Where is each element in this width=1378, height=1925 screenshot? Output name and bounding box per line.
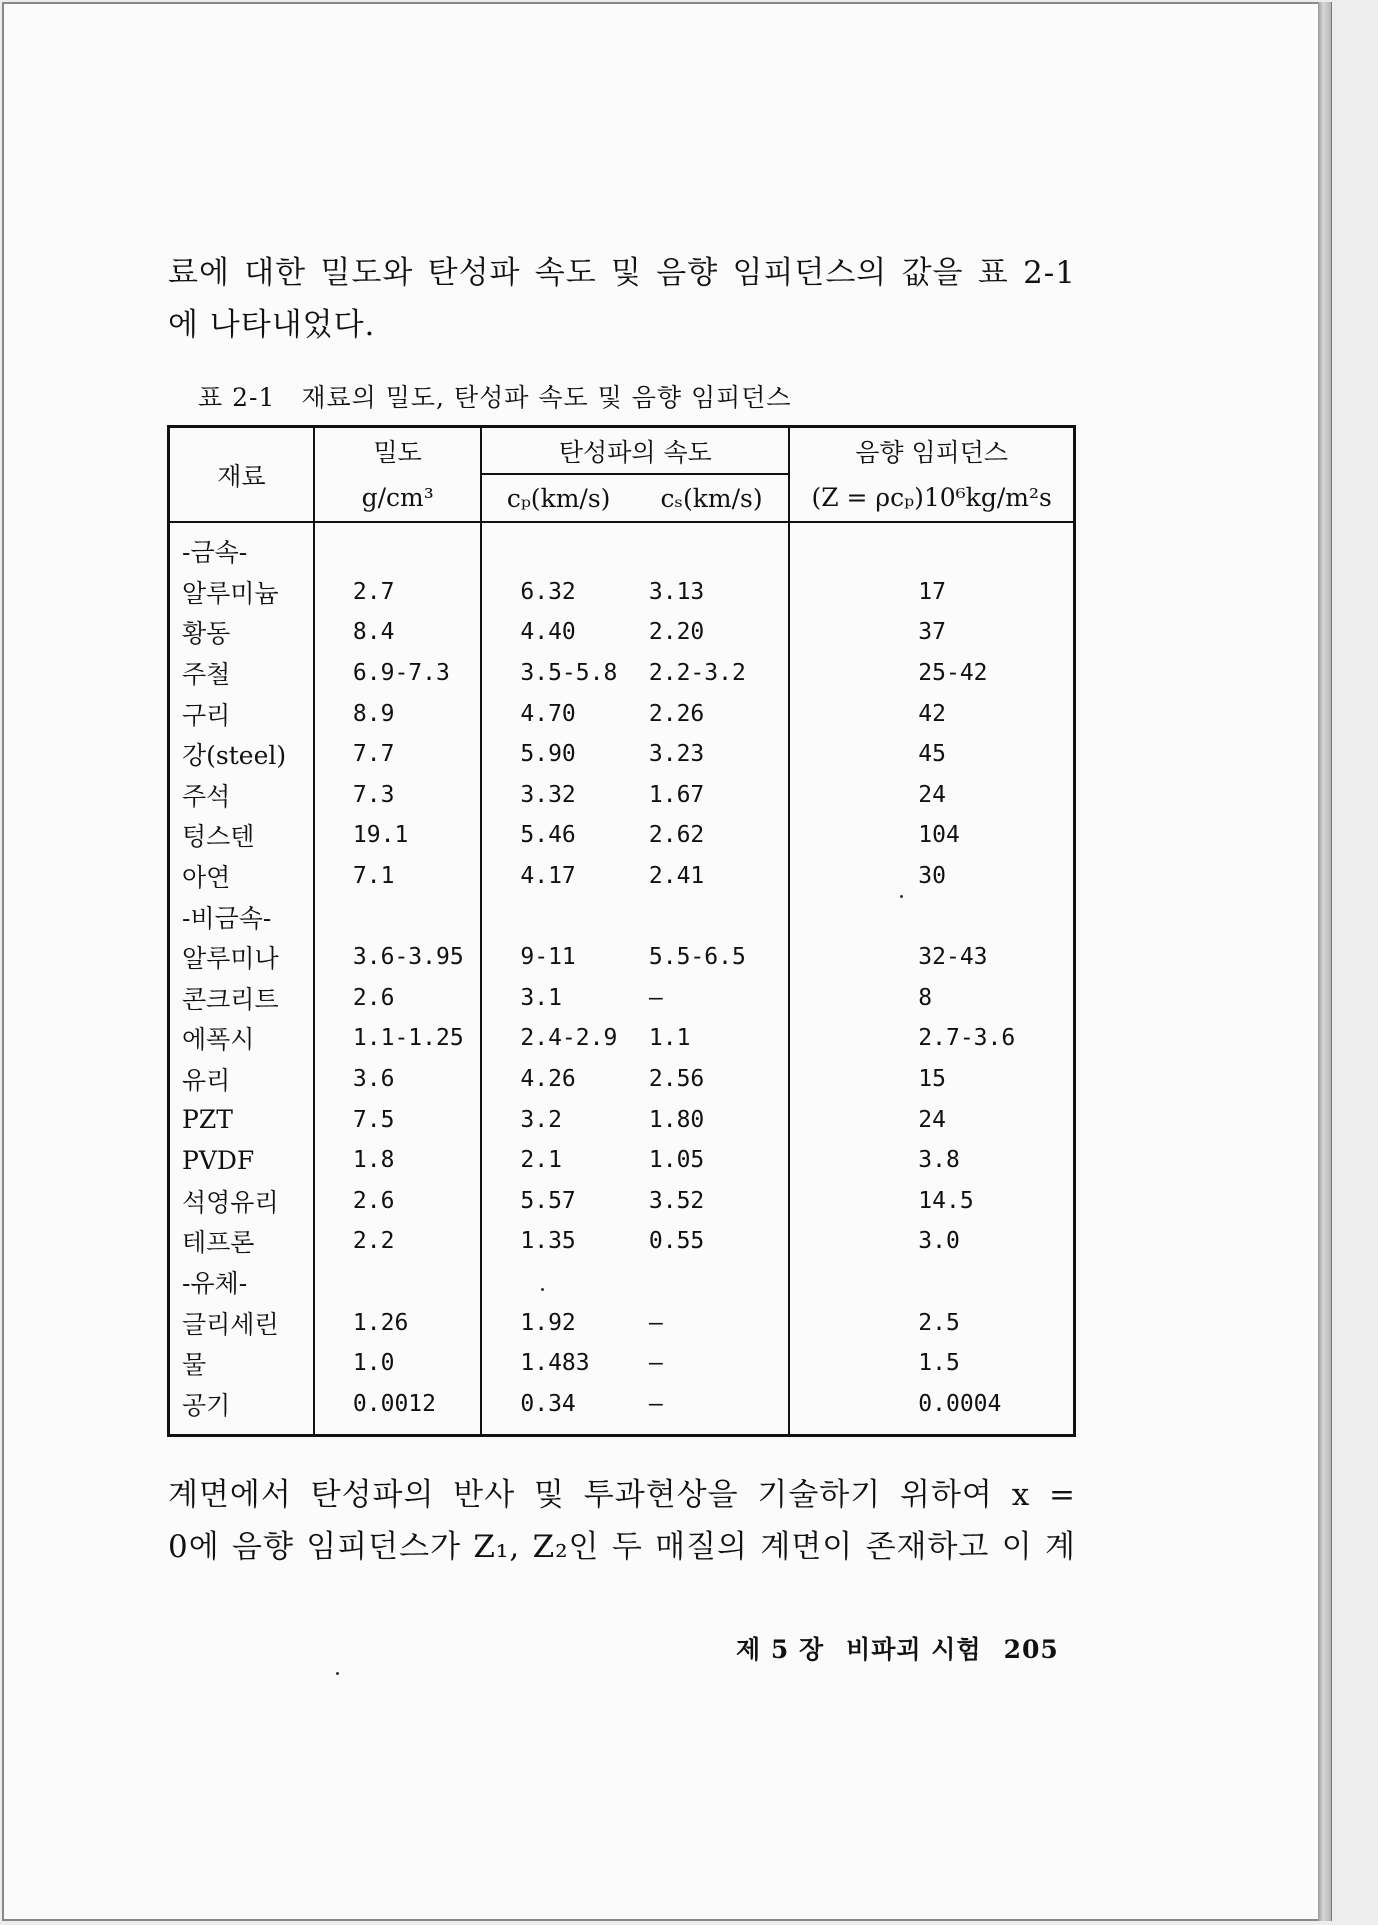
impedance-cell: 24 xyxy=(789,775,1074,816)
material-cell: 콘크리트 xyxy=(169,978,314,1019)
body-line-2: 0에 음향 임피던스가 Z₁, Z₂인 두 매질의 계면이 존재하고 이 계 xyxy=(168,1529,1076,1565)
density-cell: 8.9 xyxy=(314,693,481,734)
material-cell: 유리 xyxy=(169,1059,314,1100)
material-cell: 주석 xyxy=(169,775,314,816)
cs-cell: 2.41 xyxy=(635,856,789,897)
cp-cell: 1.35 xyxy=(481,1221,634,1262)
impedance-cell: 30 xyxy=(789,856,1074,897)
density-cell: 19.1 xyxy=(314,815,481,856)
density-cell: 7.1 xyxy=(314,856,481,897)
cs-cell: 2.26 xyxy=(635,693,789,734)
material-cell: 에폭시 xyxy=(169,1018,314,1059)
cs-cell: 1.67 xyxy=(635,775,789,816)
impedance-cell: 14.5 xyxy=(789,1181,1074,1222)
impedance-cell: 15 xyxy=(789,1059,1074,1100)
cp-cell: 3.1 xyxy=(481,978,634,1019)
density-cell: 2.6 xyxy=(314,1181,481,1222)
intro-paragraph xyxy=(168,247,1076,351)
impedance-cell xyxy=(789,522,1074,572)
header-impedance-unit: (Z = ρcₚ)10⁶kg/m²s xyxy=(789,474,1074,522)
density-cell: 6.9-7.3 xyxy=(314,653,481,694)
table-row xyxy=(169,572,1075,613)
density-cell xyxy=(314,522,481,572)
material-cell: 석영유리 xyxy=(169,1181,314,1222)
cs-cell xyxy=(635,896,789,937)
impedance-cell: 1.5 xyxy=(789,1343,1074,1384)
density-cell: 7.5 xyxy=(314,1099,481,1140)
table-row xyxy=(169,856,1075,897)
table-body xyxy=(169,522,1075,1436)
header-impedance: 음향 임피던스 xyxy=(789,427,1074,475)
cp-cell: 1.92 xyxy=(481,1302,634,1343)
table-title: 재료의 밀도, 탄성파 속도 및 음향 임피던스 xyxy=(301,383,792,412)
cs-cell: 1.1 xyxy=(635,1018,789,1059)
cs-cell xyxy=(635,522,789,572)
table-caption xyxy=(198,378,792,414)
density-cell: 3.6-3.95 xyxy=(314,937,481,978)
category-row xyxy=(169,896,1075,937)
header-velocity: 탄성파의 속도 xyxy=(481,427,789,475)
cs-cell: 1.05 xyxy=(635,1140,789,1181)
table-row xyxy=(169,1181,1075,1222)
material-cell: -비금속- xyxy=(169,896,314,937)
table-row xyxy=(169,1343,1075,1384)
cp-cell: 1.483 xyxy=(481,1343,634,1384)
cp-cell: 2.1 xyxy=(481,1140,634,1181)
table-row xyxy=(169,978,1075,1019)
impedance-cell: 25-42 xyxy=(789,653,1074,694)
material-cell: 아연 xyxy=(169,856,314,897)
material-properties-table xyxy=(167,425,1076,1437)
material-cell: PZT xyxy=(169,1099,314,1140)
impedance-cell: 2.5 xyxy=(789,1302,1074,1343)
table-row xyxy=(169,1059,1075,1100)
speck xyxy=(541,1288,544,1291)
impedance-cell: 45 xyxy=(789,734,1074,775)
cs-cell xyxy=(635,1262,789,1303)
impedance-cell: 3.0 xyxy=(789,1221,1074,1262)
page-number: 205 xyxy=(1003,1635,1059,1664)
cp-cell: 4.70 xyxy=(481,693,634,734)
material-cell: 테프론 xyxy=(169,1221,314,1262)
material-cell: 황동 xyxy=(169,612,314,653)
cs-cell: 3.52 xyxy=(635,1181,789,1222)
cs-cell: 2.62 xyxy=(635,815,789,856)
header-cs: cₛ(km/s) xyxy=(635,474,789,522)
material-cell: 구리 xyxy=(169,693,314,734)
material-cell: 강(steel) xyxy=(169,734,314,775)
table-row xyxy=(169,937,1075,978)
cp-cell: 4.17 xyxy=(481,856,634,897)
cp-cell: 9-11 xyxy=(481,937,634,978)
body-line-1: 계면에서 탄성파의 반사 및 투과현상을 기술하기 위하여 x = xyxy=(168,1477,1076,1513)
density-cell xyxy=(314,896,481,937)
table-row xyxy=(169,693,1075,734)
cs-cell: — xyxy=(635,1302,789,1343)
cp-cell: 2.4-2.9 xyxy=(481,1018,634,1059)
table-row xyxy=(169,1221,1075,1262)
material-cell: -금속- xyxy=(169,522,314,572)
cp-cell xyxy=(481,1262,634,1303)
cs-cell: 2.56 xyxy=(635,1059,789,1100)
density-cell: 2.6 xyxy=(314,978,481,1019)
material-cell: PVDF xyxy=(169,1140,314,1181)
cp-cell: 5.46 xyxy=(481,815,634,856)
header-density: 밀도 xyxy=(314,427,481,475)
header-density-unit: g/cm³ xyxy=(314,474,481,522)
cp-cell: 3.2 xyxy=(481,1099,634,1140)
cp-cell: 3.5-5.8 xyxy=(481,653,634,694)
page-edge xyxy=(1318,2,1332,1921)
category-row xyxy=(169,1262,1075,1303)
table-row xyxy=(169,1018,1075,1059)
impedance-cell: 42 xyxy=(789,693,1074,734)
cp-cell: 5.90 xyxy=(481,734,634,775)
impedance-cell: 17 xyxy=(789,572,1074,613)
density-cell: 7.7 xyxy=(314,734,481,775)
footer-title: 비파괴 시험 xyxy=(846,1635,982,1664)
density-cell: 1.0 xyxy=(314,1343,481,1384)
cp-cell: 6.32 xyxy=(481,572,634,613)
density-cell: 2.2 xyxy=(314,1221,481,1262)
table-row xyxy=(169,612,1075,653)
cs-cell: — xyxy=(635,1383,789,1435)
cs-cell: 2.20 xyxy=(635,612,789,653)
density-cell: 7.3 xyxy=(314,775,481,816)
cs-cell: 3.13 xyxy=(635,572,789,613)
density-cell: 2.7 xyxy=(314,572,481,613)
material-cell: 물 xyxy=(169,1343,314,1384)
cs-cell: 2.2-3.2 xyxy=(635,653,789,694)
category-row xyxy=(169,522,1075,572)
table-row xyxy=(169,1099,1075,1140)
density-cell: 1.8 xyxy=(314,1140,481,1181)
material-cell: -유체- xyxy=(169,1262,314,1303)
header-cp: cₚ(km/s) xyxy=(481,474,634,522)
density-cell: 3.6 xyxy=(314,1059,481,1100)
table-row xyxy=(169,1140,1075,1181)
impedance-cell xyxy=(789,896,1074,937)
impedance-cell: 2.7-3.6 xyxy=(789,1018,1074,1059)
body-paragraph xyxy=(168,1469,1076,1573)
speck xyxy=(900,895,903,898)
intro-line-2: 에 나타내었다. xyxy=(168,307,376,343)
material-cell: 알루미늄 xyxy=(169,572,314,613)
cp-cell: 4.40 xyxy=(481,612,634,653)
cs-cell: — xyxy=(635,978,789,1019)
cp-cell: 0.34 xyxy=(481,1383,634,1435)
cp-cell: 4.26 xyxy=(481,1059,634,1100)
density-cell xyxy=(314,1262,481,1303)
footer-chapter: 제 5 장 xyxy=(736,1635,825,1664)
cp-cell: 5.57 xyxy=(481,1181,634,1222)
density-cell: 8.4 xyxy=(314,612,481,653)
speck xyxy=(336,1672,339,1675)
cp-cell: 3.32 xyxy=(481,775,634,816)
table-row xyxy=(169,815,1075,856)
impedance-cell: 37 xyxy=(789,612,1074,653)
cp-cell xyxy=(481,896,634,937)
impedance-cell: 0.0004 xyxy=(789,1383,1074,1435)
density-cell: 1.1-1.25 xyxy=(314,1018,481,1059)
material-cell: 주철 xyxy=(169,653,314,694)
table-number: 표 2-1 xyxy=(198,383,276,412)
cp-cell xyxy=(481,522,634,572)
table-row xyxy=(169,734,1075,775)
material-cell: 알루미나 xyxy=(169,937,314,978)
header-material: 재료 xyxy=(169,427,314,523)
cs-cell: 1.80 xyxy=(635,1099,789,1140)
material-cell: 텅스텐 xyxy=(169,815,314,856)
table-row xyxy=(169,1383,1075,1435)
density-cell: 0.0012 xyxy=(314,1383,481,1435)
material-cell: 글리세린 xyxy=(169,1302,314,1343)
impedance-cell: 3.8 xyxy=(789,1140,1074,1181)
cs-cell: — xyxy=(635,1343,789,1384)
impedance-cell: 104 xyxy=(789,815,1074,856)
material-cell: 공기 xyxy=(169,1383,314,1435)
table-row xyxy=(169,775,1075,816)
cs-cell: 0.55 xyxy=(635,1221,789,1262)
impedance-cell: 32-43 xyxy=(789,937,1074,978)
cs-cell: 3.23 xyxy=(635,734,789,775)
table-row xyxy=(169,653,1075,694)
table-row xyxy=(169,1302,1075,1343)
impedance-cell: 24 xyxy=(789,1099,1074,1140)
cs-cell: 5.5-6.5 xyxy=(635,937,789,978)
page-footer xyxy=(736,1630,1059,1666)
impedance-cell xyxy=(789,1262,1074,1303)
intro-line-1: 료에 대한 밀도와 탄성파 속도 및 음향 임피던스의 값을 표 2-1 xyxy=(168,255,1076,291)
impedance-cell: 8 xyxy=(789,978,1074,1019)
density-cell: 1.26 xyxy=(314,1302,481,1343)
